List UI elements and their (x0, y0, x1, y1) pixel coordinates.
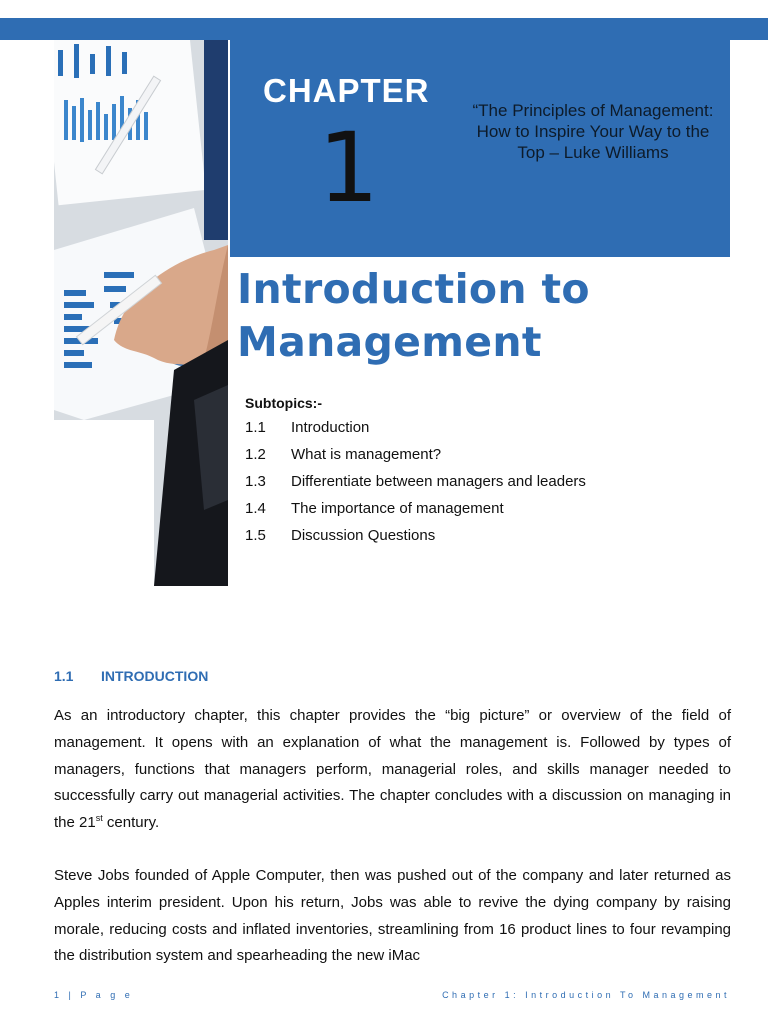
chapter-number: 1 (318, 112, 380, 224)
subtopic-number: 1.2 (245, 446, 266, 463)
section-heading (54, 668, 208, 684)
subtopic-label: Introduction (291, 419, 370, 436)
intro-paragraph (54, 703, 731, 837)
subtopic-item (245, 468, 725, 495)
chapter-banner (230, 40, 730, 257)
subtopic-item (245, 522, 725, 549)
chapter-label: CHAPTER (263, 72, 430, 109)
subtopic-label: The importance of management (291, 500, 504, 517)
subtopics-list (245, 392, 725, 549)
chapter-title: Introduction to Management (237, 265, 590, 366)
section-title: INTRODUCTION (101, 668, 209, 684)
intro-paragraph-text: As an introductory chapter, this chapter provides the “big picture” or overview of the field of management. It opens with an explanation of what the management is. Followed by types of managers, functions that managers perform, managerial roles, and skills manager needed to successfully carry out managerial activities. The chapter concludes with a discussion on managing in the 21 (54, 707, 731, 832)
subtopic-label: Differentiate between managers and leaders (291, 473, 586, 490)
subtopics-heading: Subtopics:- (245, 395, 322, 411)
cover-photo-illustration (54, 40, 228, 586)
intro-paragraph-end: century. (102, 814, 160, 832)
subtopic-item (245, 414, 725, 441)
running-footer: Chapter 1: Introduction To Management (442, 990, 730, 1000)
subtopic-number: 1.1 (245, 419, 266, 436)
subtopic-label: Discussion Questions (291, 527, 436, 544)
ordinal-suffix: st (95, 813, 103, 824)
subtopic-number: 1.3 (245, 473, 266, 490)
page-number: 1 | P a g e (54, 990, 134, 1000)
jobs-paragraph: Steve Jobs founded of Apple Computer, then was pushed out of the company and later returned as Apples interim president. Upon his return, Jobs was able to revive the dying company by raising morale, reducing costs and inflated inventories, streamlining from 16 product lines to four revamping the distribution system and spearheading the new iMac (54, 867, 731, 965)
subtopic-item (245, 495, 725, 522)
chapter-quote: “The Principles of Management: How to Inspire Your Way to the Top – Luke Williams (472, 101, 714, 162)
cover-photo (54, 40, 228, 586)
subtopic-number: 1.4 (245, 500, 266, 517)
top-accent-bar (0, 18, 768, 40)
section-number: 1.1 (54, 668, 74, 684)
subtopic-label: What is management? (291, 446, 442, 463)
subtopic-number: 1.5 (245, 527, 266, 544)
subtopic-item (245, 441, 725, 468)
